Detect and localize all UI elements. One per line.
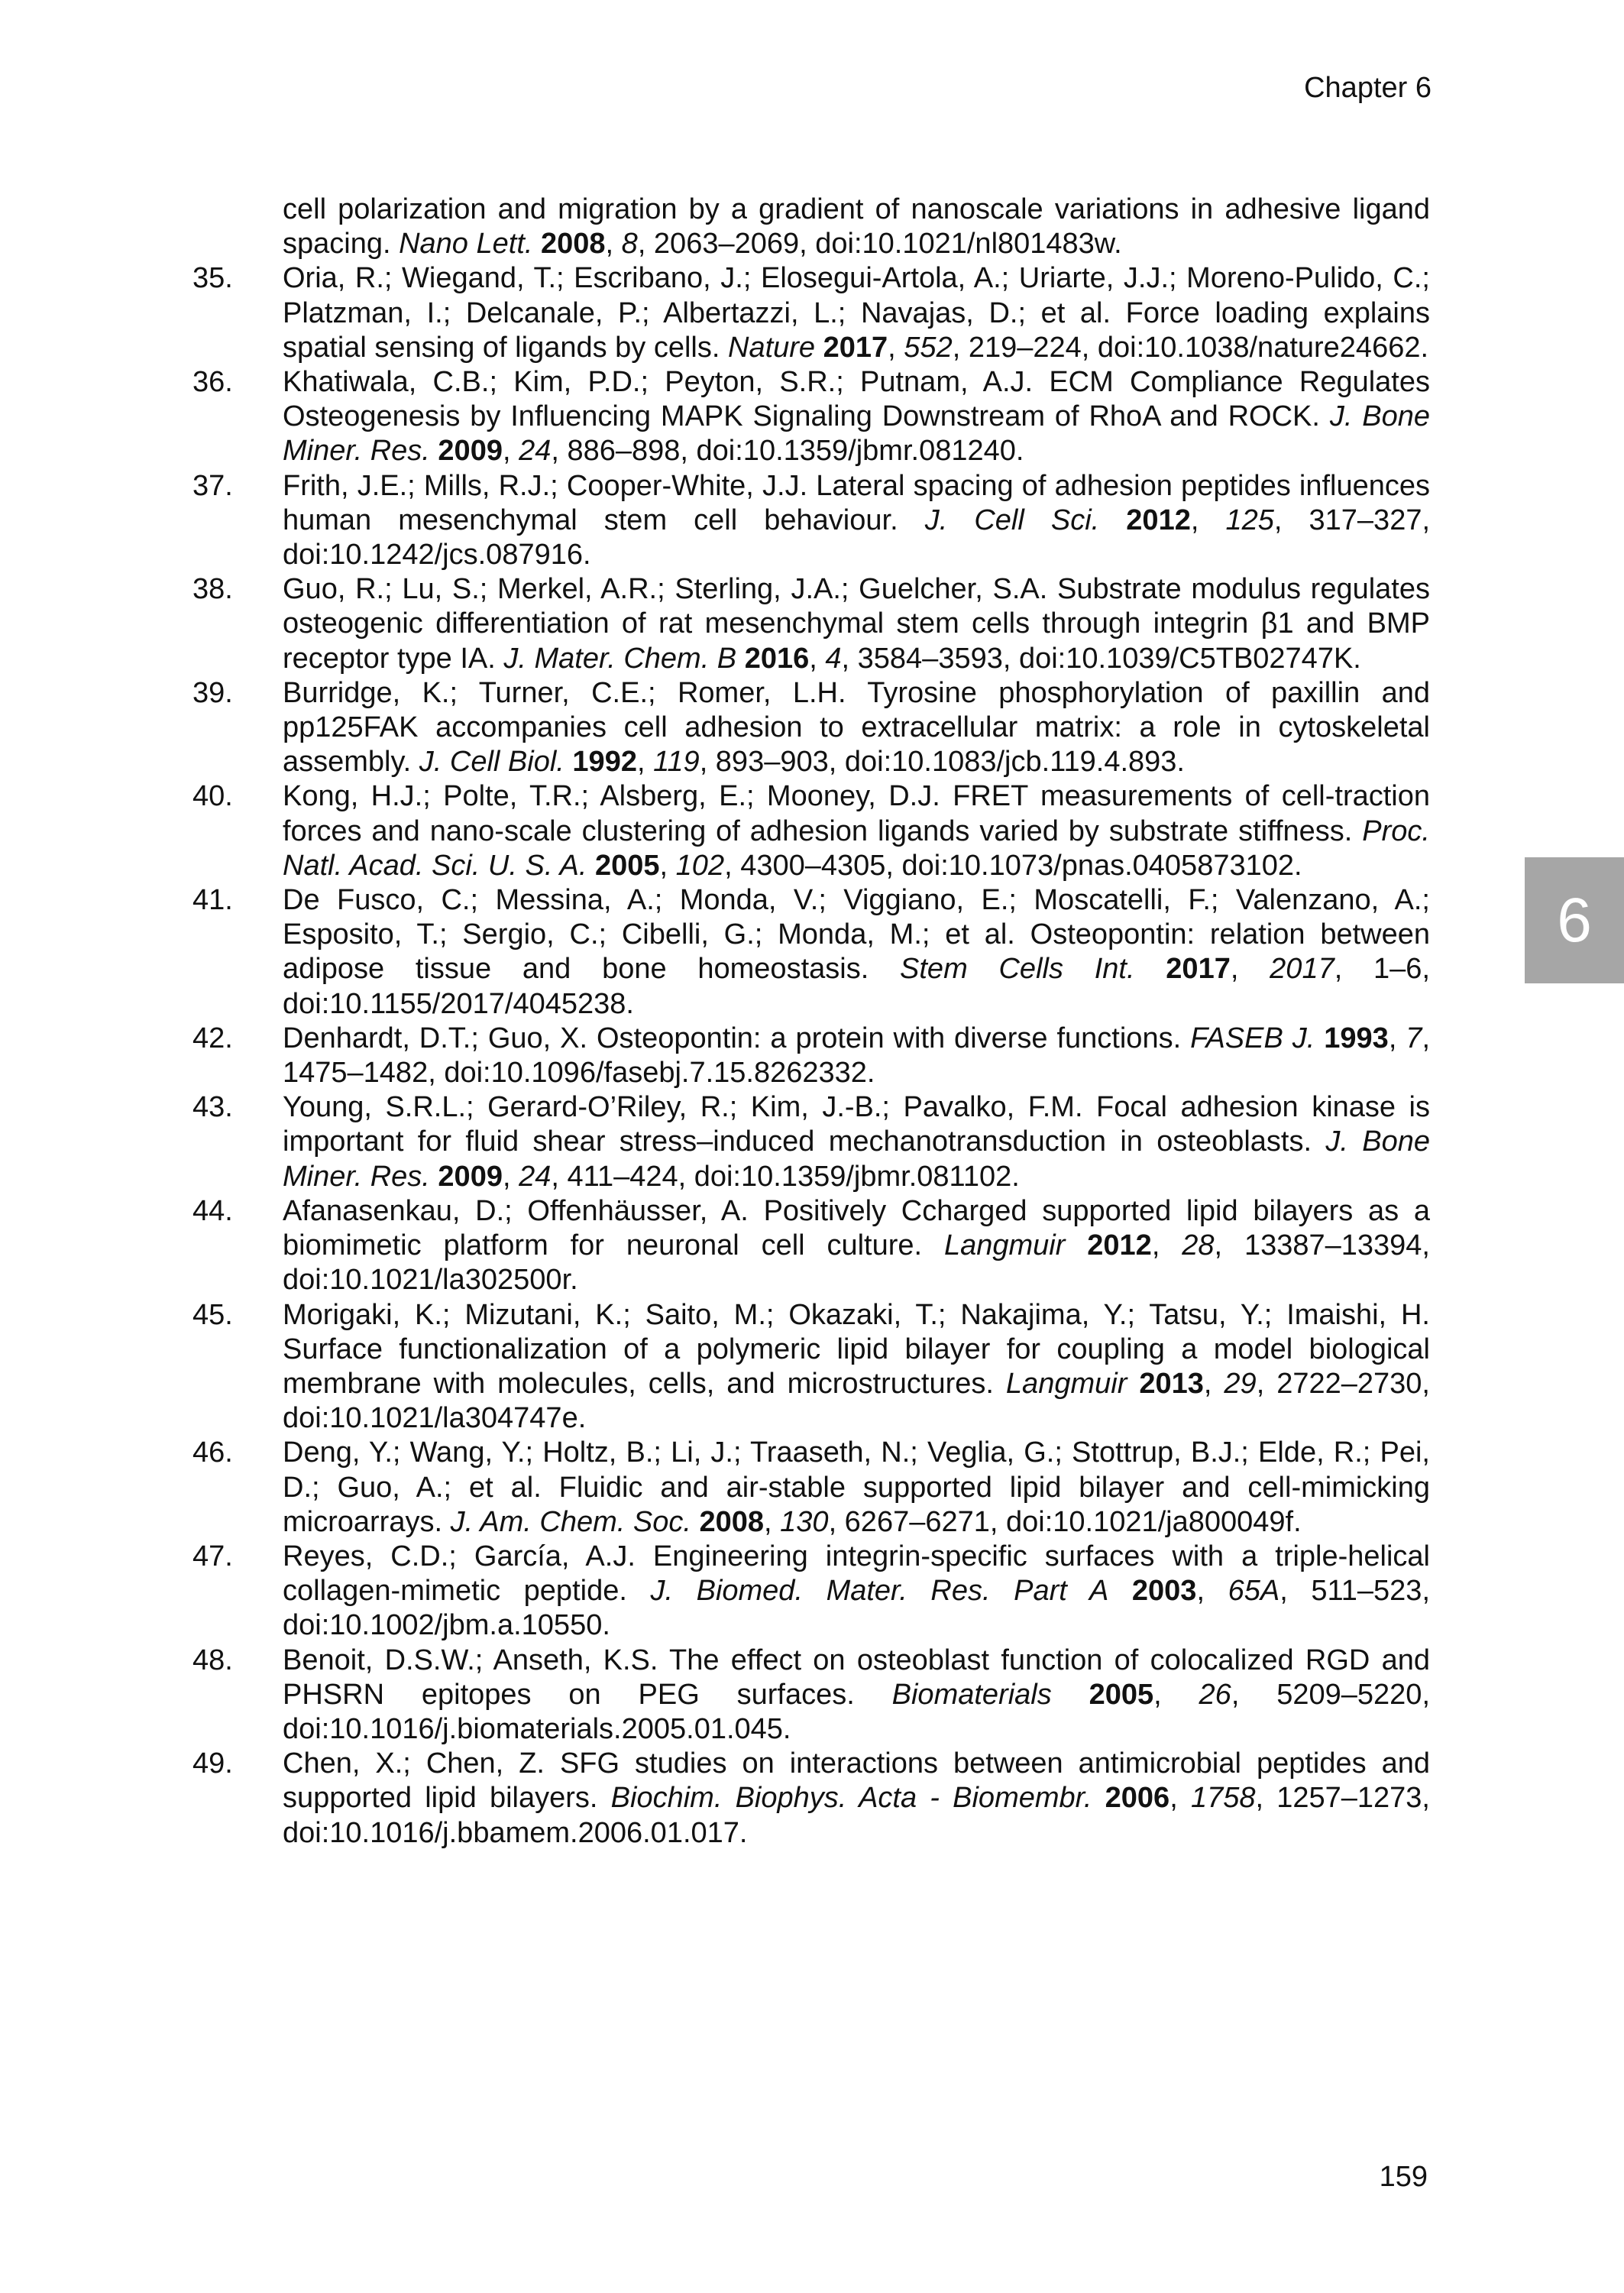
reference-segment: , 3584–3593, doi:10.1039/C5TB02747K. [841,642,1361,675]
reference-italic-text: 29 [1224,1367,1257,1400]
reference-italic-text: 125 [1225,504,1274,536]
reference-italic-text: Langmuir [943,1229,1066,1262]
reference-number: 36. [192,366,233,399]
reference-text [283,1436,1430,1540]
reference-segment: Denhardt, D.T.; Guo, X. Osteopontin: a protein with diverse functions. [283,1022,1191,1054]
reference-segment: , [502,1160,519,1193]
reference-number: 47. [192,1540,233,1572]
reference-item [192,1022,1430,1090]
reference-segment: , 511–523, doi:10.1002/jbm.a.10550. [283,1575,1431,1642]
reference-text [283,1090,1430,1194]
reference-italic-text: 24 [519,1160,552,1193]
reference-segment [1135,953,1166,985]
reference-italic-text: 102 [675,849,725,882]
reference-bold-text: 2005 [595,849,660,882]
reference-number: 41. [192,884,233,917]
reference-italic-text: Stem Cells Int. [900,953,1135,986]
reference-segment [587,850,595,882]
reference-segment: , [1203,1367,1224,1400]
reference-item [192,1436,1430,1540]
reference-list [192,193,1430,1851]
reference-text [283,261,1430,365]
reference-item [192,1644,1430,1747]
reference-italic-text: Nano Lett. [399,228,533,261]
reference-segment [691,1506,700,1538]
reference-item [192,1090,1430,1194]
reference-item [192,365,1430,469]
reference-item [192,572,1430,676]
reference-segment: , 13387–13394, doi:10.1021/la302500r. [283,1229,1430,1297]
chapter-tab-label: 6 [1557,885,1592,955]
reference-bold-text: 2013 [1139,1367,1204,1400]
reference-italic-text: J. Biomed. Mater. Res. Part A [650,1575,1109,1608]
reference-italic-text: FASEB J. [1190,1022,1315,1054]
reference-italic-text: Biomaterials [891,1678,1052,1711]
reference-number: 35. [192,262,233,295]
reference-segment: De Fusco, C.; Messina, A.; Monda, V.; Viggiano, E.; Moscatelli, F.; Valenzano, A.; Esposito, T.; Sergio, C.; Cibelli, G.; Monda, M.; et al. Osteopontin: relation between adipose tissue and bone homeostasis. [283,884,1430,986]
reference-number: 43. [192,1091,233,1124]
reference-bold-text: 2008 [699,1505,765,1538]
reference-italic-text: 130 [780,1505,829,1538]
reference-segment: Chen, X.; Chen, Z. SFG studies on interactions between antimicrobial peptides and supported lipid bilayers. [283,1747,1430,1815]
reference-segment: , [502,435,519,468]
reference-segment: Reyes, C.D.; García, A.J. Engineering integrin-specific surfaces with a triple-helical collagen-mimetic peptide. [283,1540,1430,1608]
reference-segment [532,228,541,260]
reference-text [283,676,1430,780]
reference-item [192,1540,1430,1644]
reference-segment: , [1388,1022,1406,1054]
reference-segment: , [1169,1782,1191,1815]
reference-item [192,1747,1430,1851]
reference-segment: , [809,642,826,675]
reference-italic-text: 4 [825,642,842,675]
reference-item [192,1298,1430,1436]
reference-text [283,883,1430,1022]
reference-segment: Burridge, K.; Turner, C.E.; Romer, L.H. Tyrosine phosphorylation of paxillin and pp125FAK accompanies cell adhesion to extracellular matrix: a role in cytoskeletal assembly. [283,676,1430,779]
reference-segment: Deng, Y.; Wang, Y.; Holtz, B.; Li, J.; Traaseth, N.; Veglia, G.; Stottrup, B.J.; Elde, R.; Pei, D.; Guo, A.; et al. Fluidic and air-stable supported lipid bilayer and cell-mimicking microarrays. [283,1436,1430,1538]
reference-segment: Benoit, D.S.W.; Anseth, K.S. The effect on osteoblast function of colocalized RGD and PHSRN epitopes on PEG surfaces. [283,1644,1430,1711]
reference-number: 48. [192,1644,233,1676]
reference-segment [736,643,745,675]
reference-segment: , 2063–2069, doi:10.1021/nl801483w. [637,228,1122,261]
reference-segment [1052,1679,1089,1711]
reference-italic-text: 28 [1182,1229,1215,1262]
reference-bold-text: 2012 [1087,1229,1152,1262]
reference-text [283,779,1430,883]
reference-italic-text: 65A [1228,1575,1280,1608]
reference-item [192,1194,1430,1298]
reference-text [283,365,1430,469]
chapter-tab [1525,857,1624,983]
reference-segment: Young, S.R.L.; Gerard-O’Riley, R.; Kim, J.-B.; Pavalko, F.M. Focal adhesion kinase is important for fluid shear stress–induced mechanotransduction in osteoblasts. [283,1091,1430,1158]
reference-italic-text: Proc. Natl. Acad. Sci. U. S. A. [283,815,1430,882]
reference-text [283,1298,1430,1436]
reference-segment: , 1257–1273, doi:10.1016/j.bbamem.2006.01.017. [283,1782,1430,1849]
reference-italic-text: 552 [904,331,953,364]
reference-segment [430,1161,438,1193]
reference-segment: , 5209–5220, doi:10.1016/j.biomaterials.2005.01.045. [283,1678,1430,1745]
reference-segment [1099,504,1126,536]
reference-segment: Kong, H.J.; Polte, T.R.; Alsberg, E.; Mooney, D.J. FRET measurements of cell-traction forces and nano-scale clustering of adhesion ligands varied by substrate stiffness. [283,780,1430,847]
reference-segment: Oria, R.; Wiegand, T.; Escribano, J.; Elosegui-Artola, A.; Uriarte, J.J.; Moreno-Pulido, C.; Platzman, I.; Delcanale, P.; Albertazzi, L.; Navajas, D.; et al. Force loading explains spatial sensing of ligands by cells. [283,262,1430,364]
reference-bold-text: 2016 [744,642,810,675]
reference-bold-text: 2012 [1126,504,1191,536]
reference-italic-text: 24 [519,435,552,468]
reference-bold-text: 1992 [572,746,637,779]
reference-segment: , 886–898, doi:10.1359/jbmr.081240. [551,435,1024,468]
reference-text [283,1747,1430,1851]
reference-segment [430,435,438,467]
reference-italic-text: J. Mater. Chem. B [503,642,737,675]
reference-italic-text: 2017 [1270,953,1334,986]
reference-segment [1127,1368,1139,1400]
reference-number: 46. [192,1436,233,1469]
reference-number: 37. [192,469,233,502]
reference-number: 44. [192,1194,233,1227]
reference-italic-text: Langmuir [1005,1367,1127,1400]
reference-item [192,883,1430,1022]
reference-text [283,572,1430,676]
reference-italic-text: J. Cell Biol. [419,746,565,779]
reference-bold-text: 2009 [438,1160,503,1193]
reference-bold-text: 2003 [1131,1575,1197,1608]
reference-segment: , [1151,1229,1182,1262]
reference-text [283,1194,1430,1298]
reference-italic-text: J. Bone Miner. Res. [283,1125,1430,1193]
reference-segment: , [605,228,622,261]
reference-segment [1092,1782,1105,1814]
reference-bold-text: 2017 [823,331,888,364]
reference-item [192,779,1430,883]
reference-italic-text: Nature [728,331,816,364]
reference-italic-text: J. Cell Sci. [924,504,1100,536]
reference-segment: Afanasenkau, D.; Offenhäusser, A. Positively Ccharged supported lipid bilayers as a biomimetic platform for neuronal cell culture. [283,1194,1430,1262]
reference-number: 39. [192,676,233,709]
reference-italic-text: 7 [1406,1022,1422,1054]
reference-segment [1315,1022,1324,1054]
reference-italic-text: 8 [621,228,638,261]
reference-segment: Morigaki, K.; Mizutani, K.; Saito, M.; Okazaki, T.; Nakajima, Y.; Tatsu, Y.; Imaishi, H. Surface functionalization of a polymeric lipid bilayer for coupling a model biological membrane with molecules, cells, and microstructures. [283,1298,1430,1400]
reference-number: 45. [192,1298,233,1331]
reference-segment: , 1475–1482, doi:10.1096/fasebj.7.15.8262332. [283,1022,1430,1090]
reference-bold-text: 2008 [541,228,606,261]
reference-segment: , [888,331,904,364]
reference-item [192,676,1430,780]
reference-segment: , [1190,504,1226,536]
reference-segment: , 317–327, doi:10.1242/jcs.087916. [283,504,1431,572]
reference-item [192,261,1430,365]
reference-segment: , [659,849,676,882]
reference-italic-text: Biochim. Biophys. Acta - Biomembr. [610,1782,1092,1815]
reference-segment: Khatiwala, C.B.; Kim, P.D.; Peyton, S.R.; Putnam, A.J. ECM Compliance Regulates Osteogenesis by Influencing MAPK Signaling Downstream of RhoA and ROCK. [283,366,1430,433]
reference-text [283,1644,1430,1747]
reference-segment: cell polarization and migration by a gradient of nanoscale variations in adhesive ligand spacing. [283,193,1430,261]
reference-bold-text: 2017 [1166,953,1231,986]
reference-italic-text: J. Am. Chem. Soc. [450,1505,691,1538]
reference-number: 38. [192,573,233,606]
reference-segment [815,332,823,364]
reference-item [192,469,1430,573]
reference-segment: , [1153,1678,1199,1711]
reference-italic-text: 119 [653,746,700,779]
reference-segment: , 6267–6271, doi:10.1021/ja800049f. [828,1505,1302,1538]
reference-segment: , 893–903, doi:10.1083/jcb.119.4.893. [699,746,1185,779]
reference-segment: , [764,1505,781,1538]
reference-text [283,1540,1430,1644]
page-number: 159 [1379,2161,1428,2193]
reference-bold-text: 2006 [1105,1782,1170,1815]
reference-segment: , 1–6, doi:10.1155/2017/4045238. [283,953,1431,1020]
reference-segment: Guo, R.; Lu, S.; Merkel, A.R.; Sterling, J.A.; Guelcher, S.A. Substrate modulus regulates osteogenic differentiation of rat mesenchymal stem cells through integrin β1 and BMP receptor type IA. [283,573,1430,675]
reference-bold-text: 1993 [1324,1022,1389,1054]
reference-segment [1108,1575,1132,1607]
reference-bold-text: 2009 [438,435,503,468]
reference-segment [565,746,573,778]
reference-bold-text: 2005 [1089,1678,1154,1711]
reference-number: 49. [192,1747,233,1780]
reference-italic-text: 26 [1199,1678,1231,1711]
reference-segment: , 4300–4305, doi:10.1073/pnas.0405873102. [724,849,1302,882]
reference-number: 42. [192,1022,233,1054]
reference-segment: Frith, J.E.; Mills, R.J.; Cooper-White, J.J. Lateral spacing of adhesion peptides influences human mesenchymal stem cell behaviour. [283,469,1430,536]
reference-segment: , 219–224, doi:10.1038/nature24662. [952,331,1429,364]
reference-text [283,469,1430,573]
reference-text [283,193,1430,261]
reference-italic-text: 1758 [1190,1782,1256,1815]
reference-item [192,193,1430,261]
running-header: Chapter 6 [1304,72,1432,104]
reference-text [283,1022,1430,1090]
reference-number: 40. [192,780,233,813]
reference-italic-text: J. Bone Miner. Res. [283,400,1430,468]
reference-segment: , 2722–2730, doi:10.1021/la304747e. [283,1367,1430,1435]
reference-segment: , [1230,953,1270,986]
reference-segment [1065,1229,1087,1261]
reference-segment: , [636,746,654,779]
reference-segment: , 411–424, doi:10.1359/jbmr.081102. [551,1160,1020,1193]
reference-segment: , [1196,1575,1228,1608]
